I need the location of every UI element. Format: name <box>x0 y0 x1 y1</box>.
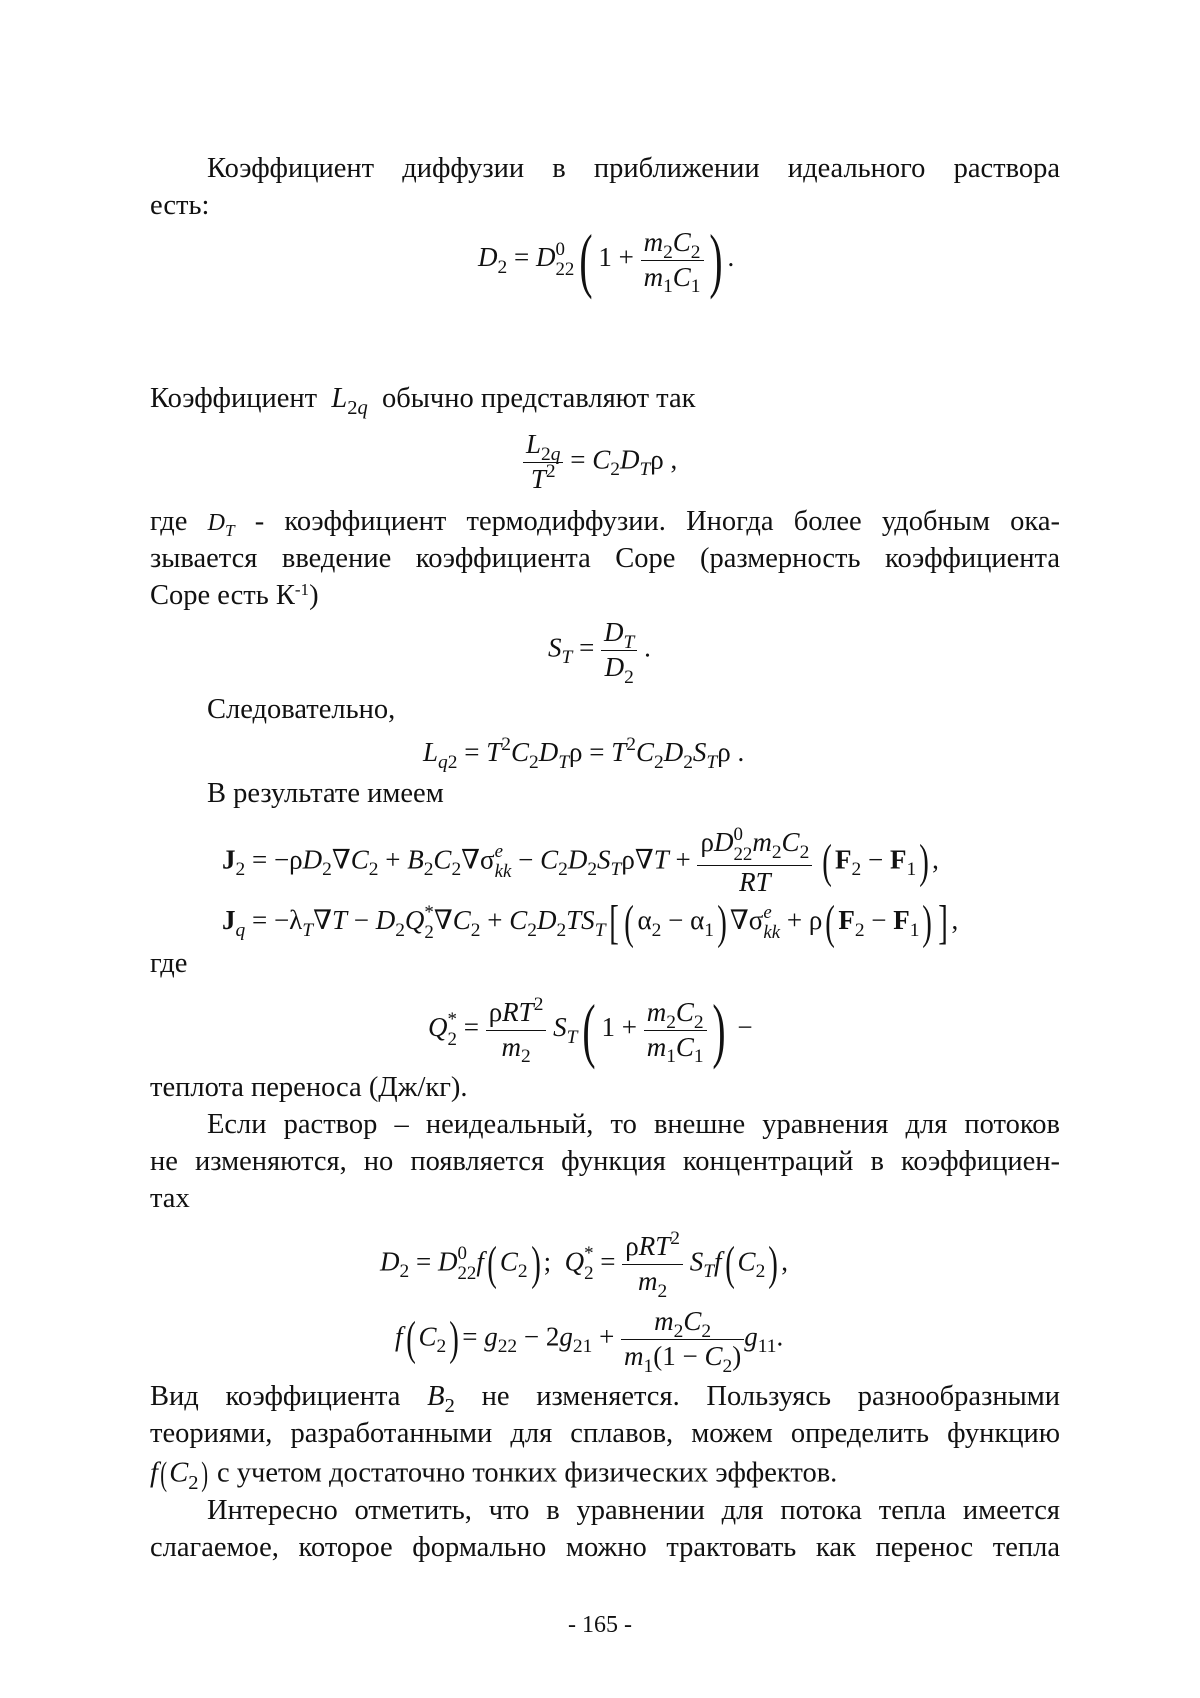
formula-l2q: $\frac{L_{2q}}{T^2}$ = $C_2D_T\rho$ , <box>523 428 677 497</box>
formula-soret: $S_T$ = $\frac{D_T}{D_2}$ . <box>548 617 651 688</box>
text-line-15: теориями, разработанными для сплавов, можем определить функцию <box>150 1418 1060 1449</box>
text-line-3: Коэффициент $L_{2q}$ обычно представляют так <box>150 383 696 420</box>
text-line-9: где <box>150 948 188 979</box>
text-line-4: где $D_T$ - коэффициент термодиффузии. Иногда более удобным ока- <box>150 506 1060 541</box>
text-line-1: Коэффициент диффузии в приближении идеального раствора <box>207 153 1060 184</box>
formula-f-c2: f( $C_2) = g_{22} - 2g_{21}$ + $\frac{m_2C_2}{m_1(1 - C_2)}$ $g_{11}$. <box>395 1306 784 1377</box>
text-line-7: Следовательно, <box>207 694 396 725</box>
text-line-6: Соре есть $К^{-1}$) <box>150 579 319 611</box>
text-line-16: $f(C_2)$ с учетом достаточно тонких физических эффектов. <box>150 1456 838 1494</box>
text-line-12: не изменяются, но появляется функция концентраций в коэффициен- <box>150 1146 1060 1177</box>
formula-lq2: $L_{q2} = T^2C_2D_T\rho = T^2C_2D_2S_T\rho$ . <box>423 734 745 773</box>
text-line-10: теплота переноса (Дж/кг). <box>150 1072 468 1103</box>
text-line-13: тах <box>150 1183 190 1214</box>
text-line-11: Если раствор – неидеальный, то внешне уравнения для потоков <box>207 1109 1060 1140</box>
formula-nonideal-coefficients: $D_2 = D0$ 22f( $C_2$) ; Q* 2 = $\frac{\rho RT^2}{m_2}$ $S_Tf$( $C_2$) , <box>380 1228 789 1302</box>
text-line-18: слагаемое, которое формально можно трактовать как перенос тепла <box>150 1532 1060 1563</box>
text-line-8: В результате имеем <box>207 778 444 809</box>
text-line-2: есть: <box>150 190 210 221</box>
text-obychno: обычно представляют так <box>382 383 696 414</box>
text-line-14: Вид коэффициента $B_2$ не изменяется. Пользуясь разнообразными <box>150 1381 1061 1418</box>
text-koef: Коэффициент <box>150 383 318 414</box>
formula-diffusion-coefficient: $D_2 = D0$ 22( 1 + $\frac{m_2C_2}{m_1C_1}$ ) . <box>478 220 735 300</box>
text-line-17: Интересно отметить, что в уравнении для потока тепла имеется <box>207 1495 1060 1526</box>
formula-q2-star: Q* 2 = $\frac{\rho RT^2}{m_2}$ $S_T$( 1 + $\frac{m_2C_2}{m_1C_1}$ ) − <box>428 990 753 1070</box>
page-number: - 165 - <box>568 1612 632 1638</box>
formula-j2: $J_2 = -\rho D_2\nabla C_2 + B_2C_2\nabla\sigma e$ kk − $C_2D_2S_T\rho\nabla T$ + ρD0 $22m_2C_2$ RT ( $F_2 - F_1$) , <box>222 824 939 897</box>
formula-jq: $J_q = -\lambda_T\nabla T - D_2Q*$ $2\nabla C_2 + C_2D_2TS_T$[ ( $\alpha_2 - \alpha_1$) ∇σe kk + ρ( $F_2 - F_1$) ] , <box>222 896 959 949</box>
text-line-5: зывается введение коэффициента Соре (размерность коэффициента <box>150 543 1060 574</box>
